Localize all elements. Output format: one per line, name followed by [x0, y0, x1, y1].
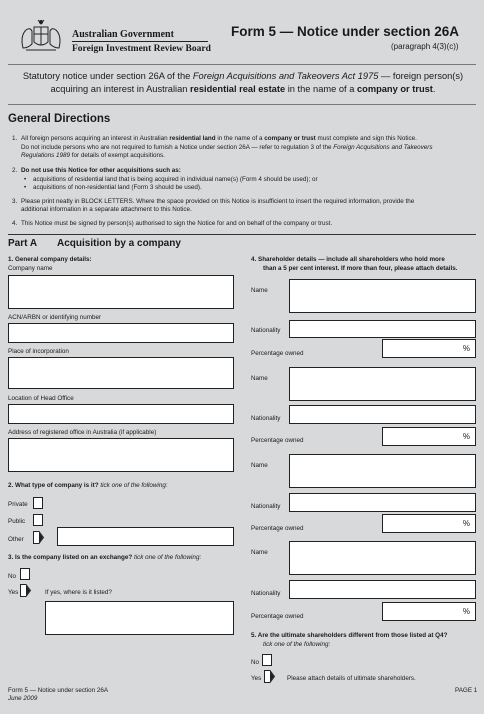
q5-yes-label: Yes — [251, 675, 262, 682]
part-a-label: Part A — [8, 238, 38, 249]
shareholder-nationality-label: Nationality — [251, 415, 281, 422]
text: Foreign Acquisitions and Takeovers — [333, 144, 433, 151]
agency-name: Foreign Investment Review Board — [72, 44, 211, 54]
listed-yes-checkbox[interactable] — [20, 584, 31, 597]
other-label: Other — [8, 536, 24, 543]
direction-number: 4. — [12, 220, 18, 227]
footer-date: June 2009 — [8, 695, 38, 702]
intro-statement — [12, 70, 474, 96]
other-company-type-field[interactable] — [57, 527, 234, 546]
footer-form-name: Form 5 — Notice under section 26A — [8, 687, 109, 694]
percent-sign: % — [462, 432, 470, 441]
direction-1 — [21, 135, 417, 142]
intro-text: in the name of a — [285, 84, 357, 94]
directions-title: General Directions — [8, 113, 111, 125]
percent-sign: % — [462, 519, 470, 528]
shareholder-3-nationality-field[interactable] — [289, 493, 476, 512]
head-office-label: Location of Head Office — [8, 395, 74, 402]
question-2 — [8, 482, 168, 489]
shareholder-2-percentage-field[interactable] — [382, 427, 476, 446]
shareholder-nationality-label: Nationality — [251, 503, 281, 510]
direction-2-bullet-2: acquisitions of non-residential land (Form 3 should be used). — [33, 184, 202, 191]
company-name-field[interactable] — [8, 275, 234, 309]
shareholder-1-name-field[interactable] — [289, 279, 476, 313]
text: All foreign persons acquiring an interest in Australian — [21, 135, 170, 142]
other-checkbox[interactable] — [33, 531, 44, 544]
shareholder-2-name-field[interactable] — [289, 367, 476, 401]
listed-no-label: No — [8, 573, 17, 580]
intro-text: . — [432, 84, 436, 94]
direction-number: 3. — [12, 198, 18, 205]
direction-1-line3 — [21, 152, 165, 159]
form-title: Form 5 — Notice under section 26A — [231, 24, 460, 39]
intro-text: Statutory notice under section 26A of the — [22, 71, 193, 81]
text: Regulations 1989 — [21, 152, 71, 159]
text: 3. Is the company listed on an exchange? — [8, 554, 134, 561]
direction-1-line2 — [21, 144, 433, 151]
question-4-line1: 4. Shareholder details — include all shareholders who hold more — [251, 256, 445, 263]
header-divider — [72, 41, 208, 42]
text: tick one of the following: — [100, 482, 168, 489]
listed-no-checkbox[interactable] — [20, 568, 30, 580]
q5-attach-note: Please attach details of ultimate shareholders. — [287, 675, 416, 682]
form-reference: (paragraph 4(3)(c)) — [391, 42, 459, 51]
question-5: 5. Are the ultimate shareholders different from those listed at Q4? — [251, 632, 448, 639]
q5-no-label: No — [251, 659, 260, 666]
listed-yes-label: Yes — [8, 589, 19, 596]
shareholder-percentage-label: Percentage owned — [251, 437, 304, 444]
shareholder-name-label: Name — [251, 462, 268, 469]
question-1: 1. General company details: — [8, 256, 92, 263]
intro-bold: residential real estate — [190, 84, 286, 94]
direction-4: This Notice must be signed by person(s) authorised to sign the Notice for and on behalf of the company or trust. — [21, 220, 333, 227]
intro-text: — foreign person(s) acquiring an interest in Australian — [50, 71, 464, 94]
shareholder-name-label: Name — [251, 287, 268, 294]
shareholder-nationality-label: Nationality — [251, 590, 281, 597]
place-of-incorporation-field[interactable] — [8, 357, 234, 389]
intro-act: Foreign Acquisitions and Takeovers Act 1975 — [192, 71, 379, 81]
direction-number: 1. — [12, 135, 18, 142]
place-of-incorporation-label: Place of incorporation — [8, 348, 69, 355]
acn-label: ACN/ARBN or identifying number — [8, 314, 102, 321]
intro-bold: company or trust — [356, 84, 433, 94]
text: must complete and sign this Notice. — [315, 135, 417, 142]
acn-field[interactable] — [8, 323, 234, 343]
shareholder-4-nationality-field[interactable] — [289, 580, 476, 599]
q5-no-checkbox[interactable] — [262, 654, 272, 666]
direction-number: 2. — [12, 167, 18, 174]
text: tick one of the following: — [133, 554, 202, 561]
gov-name: Australian Government — [72, 29, 174, 40]
text: 2. What type of company is it? — [8, 482, 101, 489]
shareholder-4-percentage-field[interactable] — [382, 602, 476, 621]
shareholder-nationality-label: Nationality — [251, 327, 281, 334]
question-4-line2: than a 5 per cent interest. If more than four, please attach details. — [263, 265, 458, 272]
private-label: Private — [8, 501, 28, 508]
exchange-field[interactable] — [45, 601, 234, 635]
direction-2: Do not use this Notice for other acquisitions such as: — [21, 167, 181, 174]
intro-bottom-rule — [8, 104, 476, 105]
shareholder-2-nationality-field[interactable] — [289, 405, 476, 424]
footer-page-number: PAGE 1 — [455, 687, 478, 694]
part-a-rule — [8, 234, 476, 235]
coat-of-arms-icon — [16, 18, 66, 56]
head-office-field[interactable] — [8, 404, 234, 424]
direction-2-bullet-1: acquisitions of residential land that is being acquired in individual name(s) (Form 4 should be used); or — [33, 176, 318, 183]
registered-office-field[interactable] — [8, 438, 234, 472]
bullet: • — [24, 176, 27, 183]
shareholder-4-name-field[interactable] — [289, 541, 476, 575]
bullet: • — [24, 184, 27, 191]
part-a-title: Acquisition by a company — [57, 238, 181, 249]
public-label: Public — [8, 518, 26, 525]
direction-3-line2: additional information in a separate attachment to this Notice. — [21, 206, 192, 213]
shareholder-percentage-label: Percentage owned — [251, 613, 304, 620]
shareholder-name-label: Name — [251, 549, 268, 556]
private-checkbox[interactable] — [33, 497, 43, 509]
registered-office-label: Address of registered office in Australia (if applicable) — [8, 429, 157, 436]
percent-sign: % — [462, 344, 470, 353]
shareholder-name-label: Name — [251, 375, 268, 382]
intro-top-rule — [8, 64, 476, 65]
q5-yes-checkbox[interactable] — [264, 670, 275, 683]
text: for details of exempt acquisitions. — [70, 152, 165, 159]
shareholder-percentage-label: Percentage owned — [251, 525, 304, 532]
question-5-instruction: tick one of the following: — [263, 641, 331, 648]
percent-sign: % — [462, 607, 470, 616]
shareholder-3-name-field[interactable] — [289, 454, 476, 488]
text: in the name of a — [215, 135, 265, 142]
text: residential land — [169, 135, 216, 142]
direction-3-line1: Please print neatly in BLOCK LETTERS. Where the space provided on this Notice is insufficient to insert the required information, provide the — [21, 198, 415, 205]
text: company or trust — [264, 135, 316, 142]
text: Do not include persons who are not required to furnish a Notice under section 26A — refer to regulation 3 of the — [21, 144, 334, 151]
shareholder-percentage-label: Percentage owned — [251, 350, 304, 357]
public-checkbox[interactable] — [33, 514, 43, 526]
shareholder-1-nationality-field[interactable] — [289, 320, 476, 338]
question-3 — [8, 554, 201, 561]
exchange-label: If yes, where is it listed? — [45, 589, 112, 596]
shareholder-3-percentage-field[interactable] — [382, 514, 476, 533]
shareholder-1-percentage-field[interactable] — [382, 339, 476, 358]
company-name-label: Company name — [8, 265, 53, 272]
